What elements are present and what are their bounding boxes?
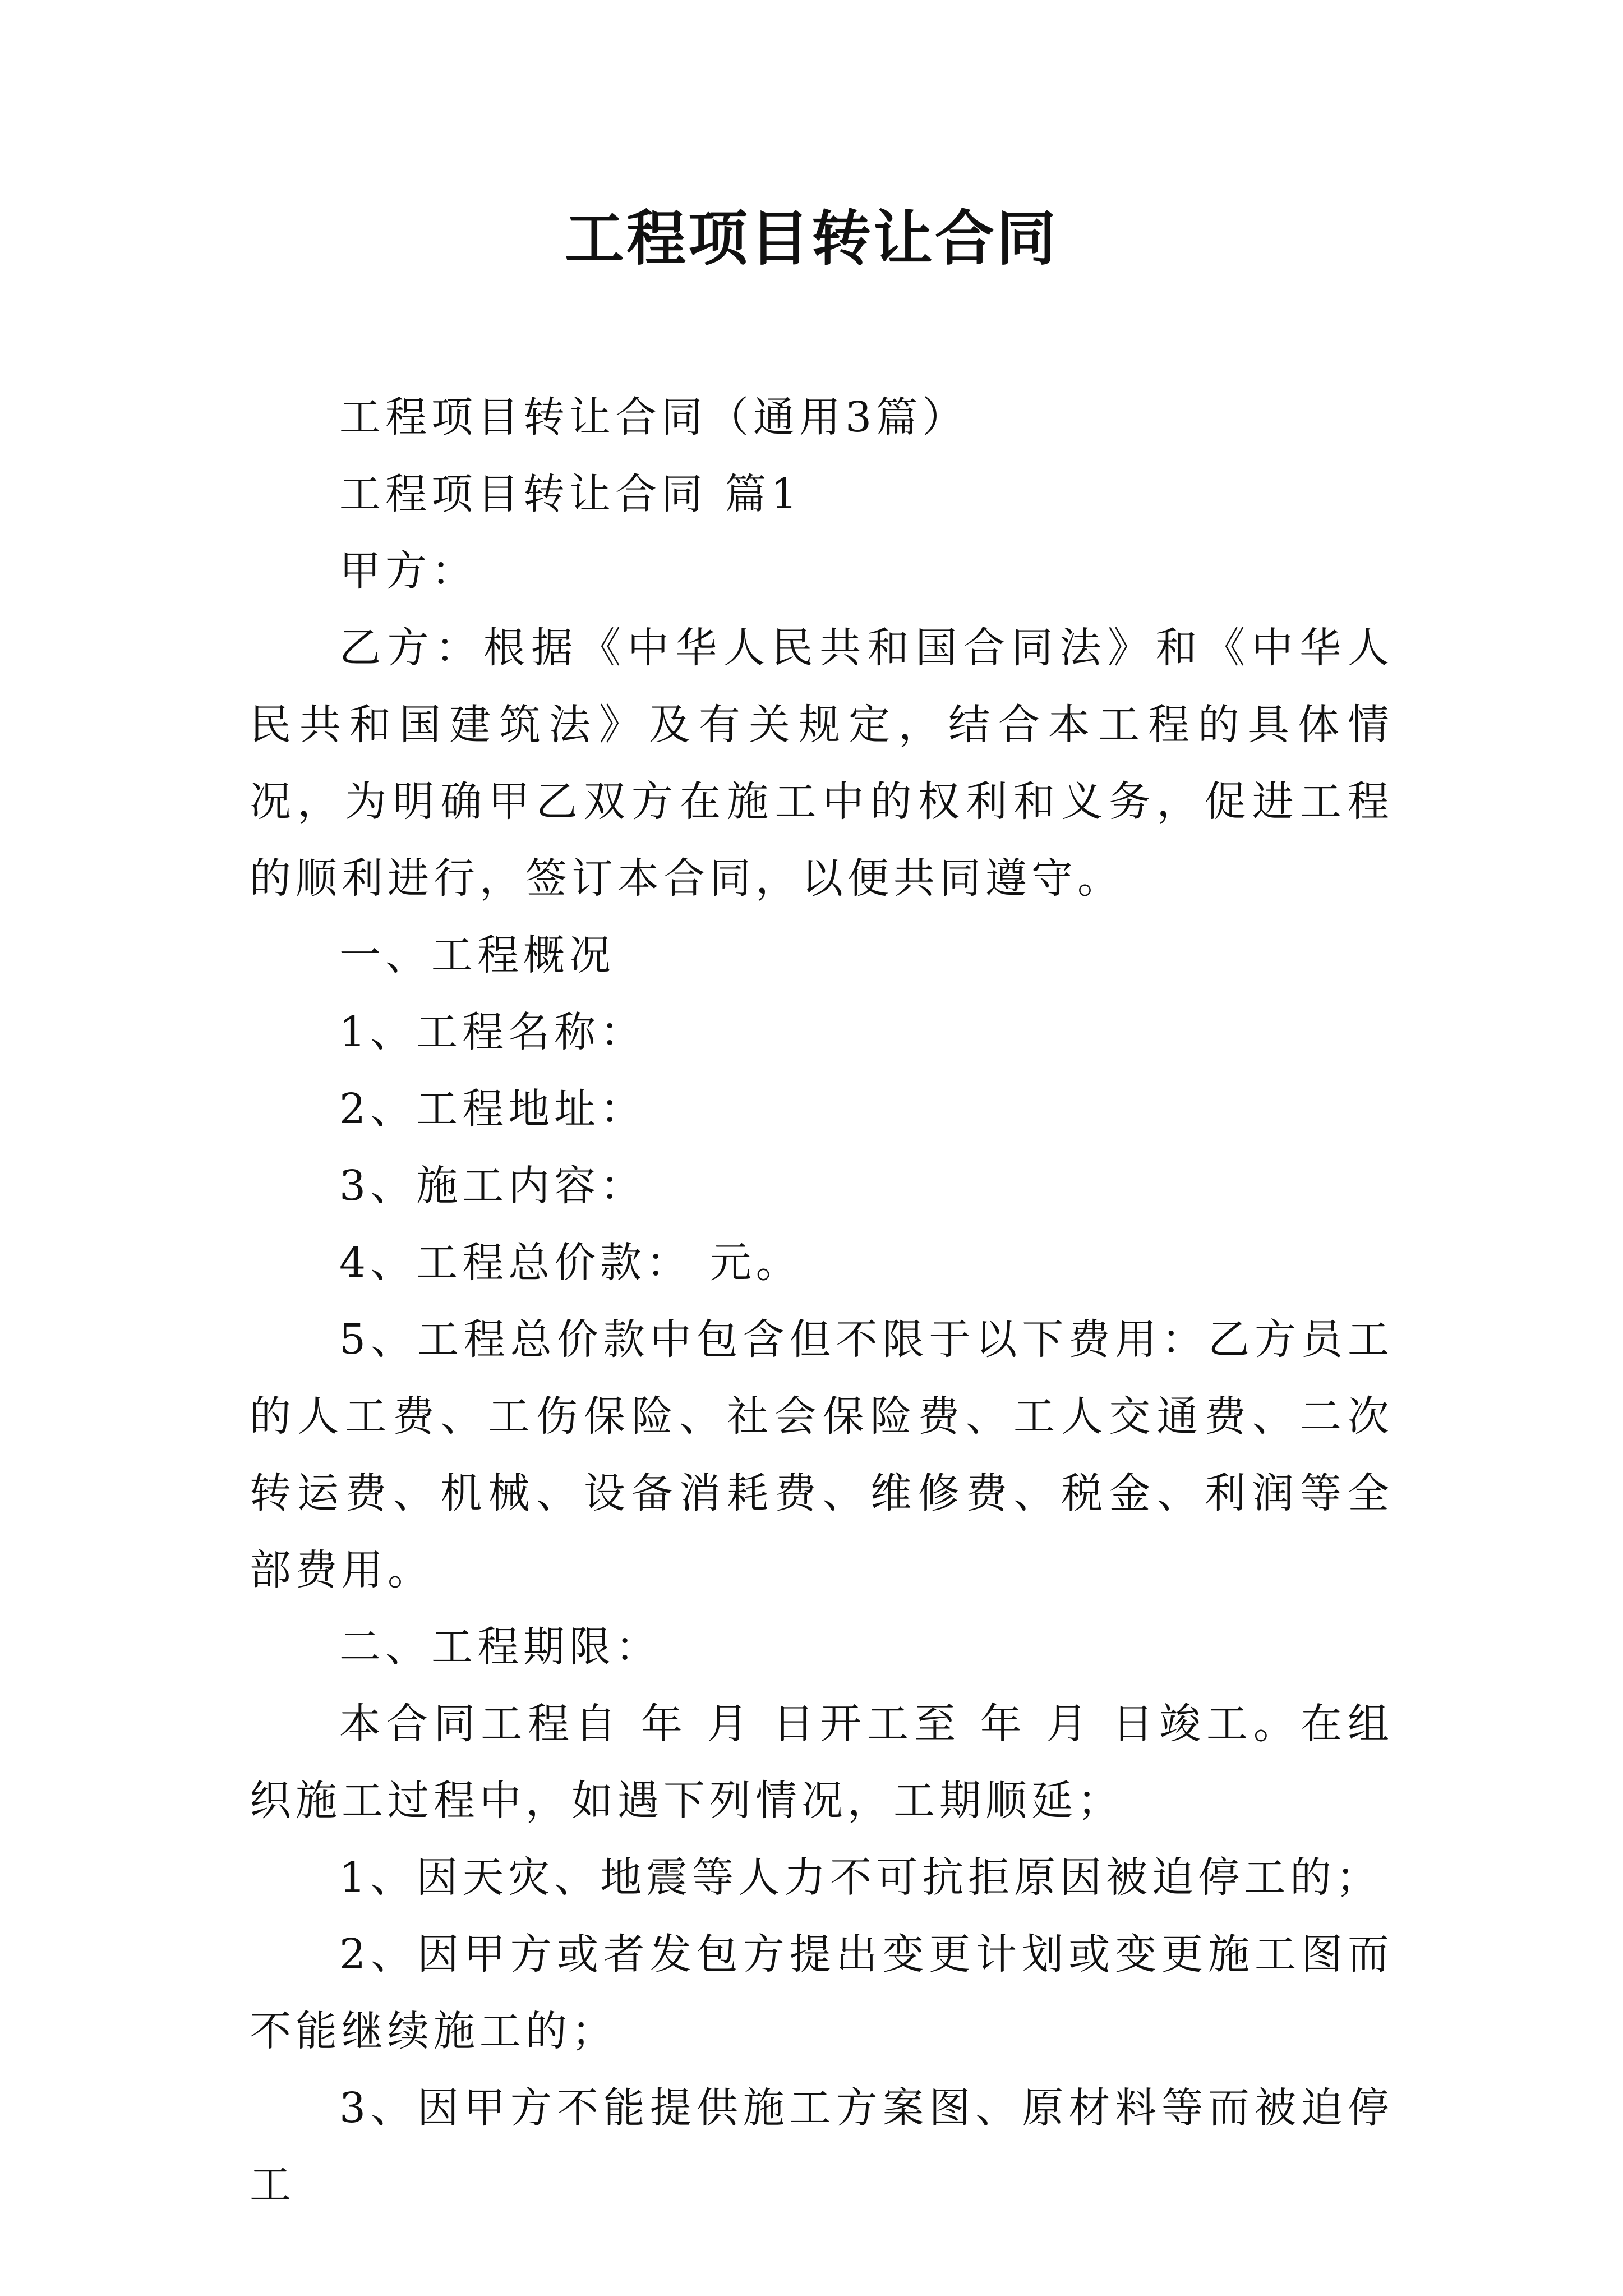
paragraph-project-name: 1、工程名称： <box>339 1008 647 1056</box>
paragraph-total-price: 4、工程总价款： 元。 <box>339 1239 802 1287</box>
paragraph-delay-item-2: 2、因甲方或者发包方提出变更计划或变更施工图而不能继续施工的； <box>250 1930 1394 2055</box>
paragraph-party-b: 乙方：根据《中华人民共和国合同法》和《中华人民共和国建筑法》及有关规定，结合本工程的具体情况，为明确甲乙双方在施工中的权利和义务，促进工程的顺利进行，签订本合同，以便共同遵守。 <box>250 624 1394 903</box>
paragraph-construction-content: 3、施工内容： <box>339 1162 647 1210</box>
document-body <box>250 379 1394 2224</box>
paragraph-project-period-heading: 二、工程期限： <box>339 1623 661 1671</box>
paragraph-section-heading: 工程项目转让合同 篇1 <box>339 470 802 518</box>
paragraph-project-period: 本合同工程自 年 月 日开工至 年 月 日竣工。在组织施工过程中，如遇下列情况，工期顺延； <box>250 1700 1394 1825</box>
paragraph-subtitle: 工程项目转让合同（通用3篇） <box>339 393 969 441</box>
paragraph-delay-item-1: 1、因天灾、地震等人力不可抗拒原因被迫停工的； <box>339 1853 1382 1902</box>
paragraph-project-address: 2、工程地址： <box>339 1085 647 1133</box>
paragraph-party-a: 甲方： <box>339 547 477 595</box>
document-title: 工程项目转让合同 <box>565 203 1058 273</box>
paragraph-delay-item-3: 3、因甲方不能提供施工方案图、原材料等而被迫停工 <box>250 2084 1394 2209</box>
paragraph-price-includes: 5、工程总价款中包含但不限于以下费用：乙方员工的人工费、工伤保险、社会保险费、工人交通费、二次转运费、机械、设备消耗费、维修费、税金、利润等全部费用。 <box>250 1315 1394 1594</box>
paragraph-project-overview-heading: 一、工程概况 <box>339 931 615 979</box>
